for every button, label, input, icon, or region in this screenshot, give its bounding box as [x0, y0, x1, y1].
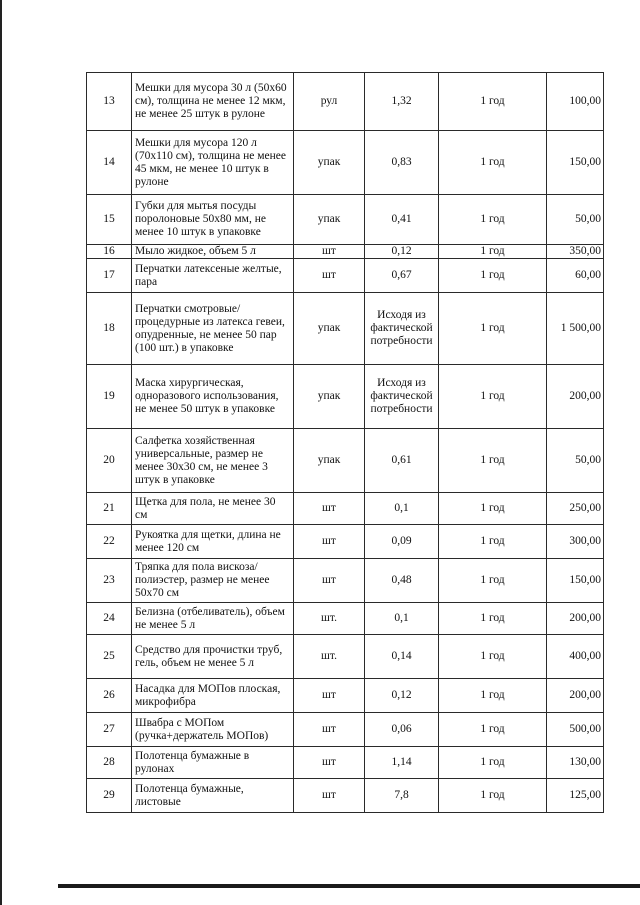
- item-period: 1 год: [439, 245, 547, 259]
- item-quantity: 0,12: [365, 679, 439, 713]
- item-period: 1 год: [439, 131, 547, 195]
- item-name: Рукоятка для щетки, длина не менее 120 см: [132, 525, 294, 559]
- row-number: 16: [87, 245, 132, 259]
- table-row: [87, 245, 604, 259]
- table-row: [87, 747, 604, 779]
- table-row: [87, 429, 604, 493]
- item-unit: упак: [294, 195, 365, 245]
- item-period: 1 год: [439, 73, 547, 131]
- item-name: Полотенца бумажные, листовые: [132, 779, 294, 813]
- item-quantity: 0,48: [365, 559, 439, 603]
- item-quantity: 0,14: [365, 635, 439, 679]
- row-number: 19: [87, 365, 132, 429]
- item-unit: шт: [294, 713, 365, 747]
- table-row: [87, 293, 604, 365]
- item-unit: шт: [294, 679, 365, 713]
- item-price: 500,00: [547, 713, 604, 747]
- item-price: 125,00: [547, 779, 604, 813]
- item-quantity: 0,1: [365, 493, 439, 525]
- item-price: 350,00: [547, 245, 604, 259]
- item-quantity: 0,1: [365, 603, 439, 635]
- item-price: 300,00: [547, 525, 604, 559]
- item-name: Белизна (отбеливатель), объем не менее 5 л: [132, 603, 294, 635]
- table-row: [87, 559, 604, 603]
- row-number: 15: [87, 195, 132, 245]
- table-row: [87, 603, 604, 635]
- item-quantity: 0,12: [365, 245, 439, 259]
- row-number: 13: [87, 73, 132, 131]
- item-unit: шт.: [294, 635, 365, 679]
- table-row: [87, 679, 604, 713]
- item-price: 200,00: [547, 603, 604, 635]
- item-price: 200,00: [547, 365, 604, 429]
- item-name: Тряпка для пола вискоза/полиэстер, размер не менее 50х70 см: [132, 559, 294, 603]
- item-quantity: 7,8: [365, 779, 439, 813]
- item-price: 150,00: [547, 559, 604, 603]
- table-row: [87, 259, 604, 293]
- item-price: 60,00: [547, 259, 604, 293]
- item-unit: упак: [294, 293, 365, 365]
- item-period: 1 год: [439, 259, 547, 293]
- item-quantity: 0,67: [365, 259, 439, 293]
- item-quantity: 0,61: [365, 429, 439, 493]
- item-unit: шт: [294, 779, 365, 813]
- row-number: 20: [87, 429, 132, 493]
- table-row: [87, 635, 604, 679]
- row-number: 21: [87, 493, 132, 525]
- scan-left-edge: [0, 0, 2, 905]
- item-unit: упак: [294, 429, 365, 493]
- row-number: 17: [87, 259, 132, 293]
- supplies-table: [86, 72, 604, 813]
- item-name: Щетка для пола, не менее 30 см: [132, 493, 294, 525]
- item-name: Маска хирургическая, одноразового использования, не менее 50 штук в упаковке: [132, 365, 294, 429]
- item-price: 1 500,00: [547, 293, 604, 365]
- row-number: 28: [87, 747, 132, 779]
- table-row: [87, 493, 604, 525]
- row-number: 27: [87, 713, 132, 747]
- row-number: 29: [87, 779, 132, 813]
- item-period: 1 год: [439, 747, 547, 779]
- row-number: 23: [87, 559, 132, 603]
- row-number: 26: [87, 679, 132, 713]
- item-quantity: 1,14: [365, 747, 439, 779]
- item-period: 1 год: [439, 525, 547, 559]
- item-unit: шт: [294, 259, 365, 293]
- item-name: Полотенца бумажные в рулонах: [132, 747, 294, 779]
- item-name: Мешки для мусора 30 л (50х60 см), толщина не менее 12 мкм, не менее 25 штук в рулоне: [132, 73, 294, 131]
- item-unit: упак: [294, 131, 365, 195]
- item-price: 100,00: [547, 73, 604, 131]
- item-price: 200,00: [547, 679, 604, 713]
- item-period: 1 год: [439, 195, 547, 245]
- table-body: [87, 73, 604, 813]
- item-unit: шт: [294, 245, 365, 259]
- item-unit: рул: [294, 73, 365, 131]
- item-price: 400,00: [547, 635, 604, 679]
- table-row: [87, 525, 604, 559]
- item-name: Швабра с МОПом (ручка+держатель МОПов): [132, 713, 294, 747]
- item-period: 1 год: [439, 603, 547, 635]
- item-period: 1 год: [439, 429, 547, 493]
- item-name: Насадка для МОПов плоская, микрофибра: [132, 679, 294, 713]
- item-period: 1 год: [439, 713, 547, 747]
- item-quantity: Исходя из фактической потребности: [365, 365, 439, 429]
- table-row: [87, 713, 604, 747]
- item-unit: шт: [294, 525, 365, 559]
- item-unit: шт: [294, 559, 365, 603]
- page-bottom-rule: [58, 884, 640, 888]
- item-price: 250,00: [547, 493, 604, 525]
- item-quantity: Исходя из фактической потребности: [365, 293, 439, 365]
- item-period: 1 год: [439, 293, 547, 365]
- table-row: [87, 73, 604, 131]
- item-quantity: 0,83: [365, 131, 439, 195]
- row-number: 22: [87, 525, 132, 559]
- item-unit: шт: [294, 493, 365, 525]
- table-row: [87, 131, 604, 195]
- item-quantity: 0,41: [365, 195, 439, 245]
- item-quantity: 1,32: [365, 73, 439, 131]
- item-name: Салфетка хозяйственная универсальные, размер не менее 30х30 см, не менее 3 штук в упаковке: [132, 429, 294, 493]
- item-price: 150,00: [547, 131, 604, 195]
- row-number: 14: [87, 131, 132, 195]
- item-period: 1 год: [439, 493, 547, 525]
- item-name: Губки для мытья посуды поролоновые 50х80 мм, не менее 10 штук в упаковке: [132, 195, 294, 245]
- row-number: 25: [87, 635, 132, 679]
- item-quantity: 0,06: [365, 713, 439, 747]
- item-price: 50,00: [547, 429, 604, 493]
- row-number: 18: [87, 293, 132, 365]
- item-name: Перчатки латексеные желтые, пара: [132, 259, 294, 293]
- item-period: 1 год: [439, 559, 547, 603]
- row-number: 24: [87, 603, 132, 635]
- item-period: 1 год: [439, 679, 547, 713]
- item-name: Перчатки смотровые/процедурные из латекса гевеи, опудренные, не менее 50 пар (100 шт.) в упаковке: [132, 293, 294, 365]
- item-unit: шт.: [294, 603, 365, 635]
- item-price: 50,00: [547, 195, 604, 245]
- table-row: [87, 779, 604, 813]
- item-unit: шт: [294, 747, 365, 779]
- item-name: Средство для прочистки труб, гель, объем не менее 5 л: [132, 635, 294, 679]
- item-period: 1 год: [439, 779, 547, 813]
- item-period: 1 год: [439, 635, 547, 679]
- item-name: Мыло жидкое, объем 5 л: [132, 245, 294, 259]
- table-row: [87, 195, 604, 245]
- item-price: 130,00: [547, 747, 604, 779]
- item-period: 1 год: [439, 365, 547, 429]
- item-unit: упак: [294, 365, 365, 429]
- table-row: [87, 365, 604, 429]
- item-quantity: 0,09: [365, 525, 439, 559]
- item-name: Мешки для мусора 120 л (70х110 см), толщина не менее 45 мкм, не менее 10 штук в рулоне: [132, 131, 294, 195]
